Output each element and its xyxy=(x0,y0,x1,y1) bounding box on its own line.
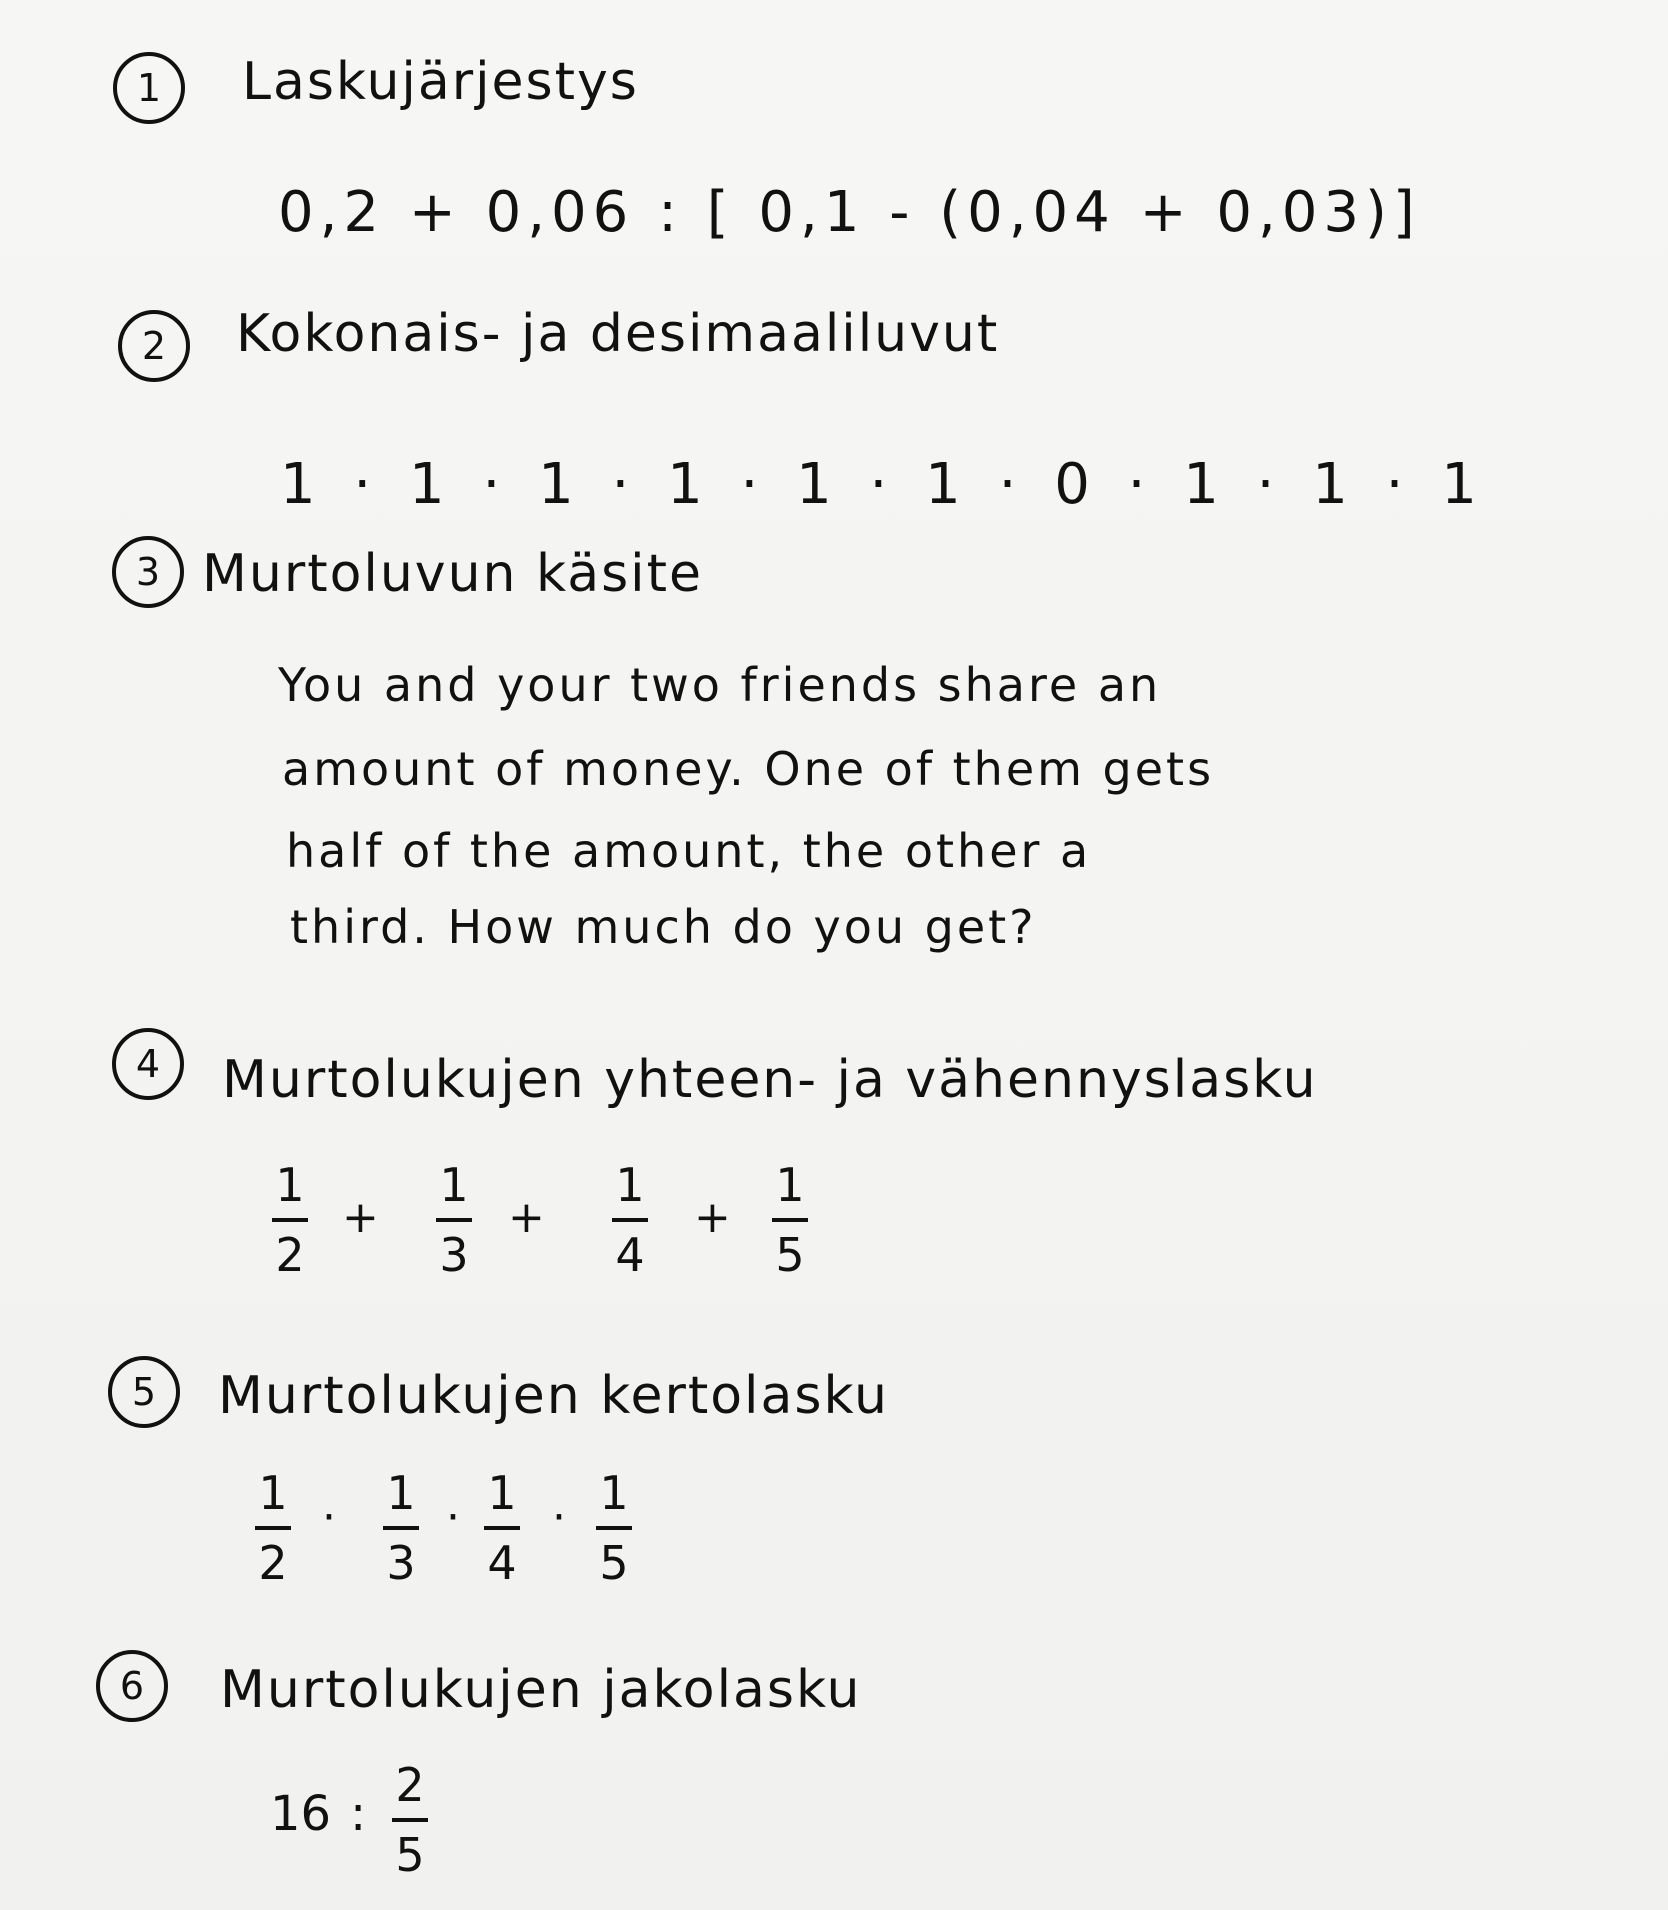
section-number-badge: 6 xyxy=(96,1650,168,1722)
section-number-badge: 4 xyxy=(112,1028,184,1100)
fraction-denominator: 5 xyxy=(395,1828,425,1882)
plus-operator: + xyxy=(342,1192,379,1243)
fraction xyxy=(484,1466,520,1590)
multiplication-expression: 1 · 1 · 1 · 1 · 1 · 1 · 0 · 1 · 1 · 1 xyxy=(280,452,1487,517)
order-of-operations-expression: 0,2 + 0,06 : [ 0,1 - (0,04 + 0,03)] xyxy=(278,180,1421,245)
fraction-denominator: 5 xyxy=(599,1536,629,1590)
fraction-denominator: 3 xyxy=(439,1228,469,1282)
fraction-denominator: 2 xyxy=(258,1536,288,1590)
fraction xyxy=(392,1758,428,1882)
multiply-operator: · xyxy=(446,1492,460,1543)
fraction-numerator: 1 xyxy=(599,1466,629,1520)
fraction xyxy=(612,1158,648,1282)
fraction-bar xyxy=(596,1526,632,1530)
fraction xyxy=(383,1466,419,1590)
word-problem-line: third. How much do you get? xyxy=(290,900,1037,954)
fraction xyxy=(596,1466,632,1590)
fraction-numerator: 1 xyxy=(439,1158,469,1212)
plus-operator: + xyxy=(694,1192,731,1243)
multiply-operator: · xyxy=(552,1492,566,1543)
fraction xyxy=(255,1466,291,1590)
fraction xyxy=(436,1158,472,1282)
fraction-numerator: 1 xyxy=(487,1466,517,1520)
section-title: Murtoluvun käsite xyxy=(202,544,704,604)
fraction-numerator: 2 xyxy=(395,1758,425,1812)
word-problem-line: half of the amount, the other a xyxy=(286,824,1092,878)
fraction-numerator: 1 xyxy=(258,1466,288,1520)
fraction-denominator: 4 xyxy=(487,1536,517,1590)
section-title: Murtolukujen jakolasku xyxy=(220,1660,862,1720)
fraction-denominator: 4 xyxy=(615,1228,645,1282)
fraction-bar xyxy=(272,1218,308,1222)
fraction-numerator: 1 xyxy=(775,1158,805,1212)
fraction-bar xyxy=(255,1526,291,1530)
fraction-bar xyxy=(392,1818,428,1822)
fraction-bar xyxy=(436,1218,472,1222)
fraction-bar xyxy=(383,1526,419,1530)
plus-operator: + xyxy=(508,1192,545,1243)
section-title: Laskujärjestys xyxy=(242,52,639,112)
fraction-numerator: 1 xyxy=(615,1158,645,1212)
fraction-numerator: 1 xyxy=(275,1158,305,1212)
multiply-operator: · xyxy=(322,1492,336,1543)
fraction-denominator: 3 xyxy=(386,1536,416,1590)
word-problem-line: amount of money. One of them gets xyxy=(282,742,1215,796)
fraction xyxy=(772,1158,808,1282)
fraction-bar xyxy=(772,1218,808,1222)
fraction-numerator: 1 xyxy=(386,1466,416,1520)
section-title: Murtolukujen yhteen- ja vähennyslasku xyxy=(222,1050,1318,1110)
fraction-denominator: 2 xyxy=(275,1228,305,1282)
section-number-badge: 2 xyxy=(118,310,190,382)
section-number-badge: 1 xyxy=(113,52,185,124)
section-title: Kokonais- ja desimaaliluvut xyxy=(236,304,1000,364)
fraction-denominator: 5 xyxy=(775,1228,805,1282)
section-title: Murtolukujen kertolasku xyxy=(218,1366,889,1426)
divide-operator: : xyxy=(350,1786,367,1842)
section-number-badge: 5 xyxy=(108,1356,180,1428)
fraction-bar xyxy=(612,1218,648,1222)
fraction xyxy=(272,1158,308,1282)
word-problem-line: You and your two friends share an xyxy=(278,658,1162,712)
whole-number: 16 xyxy=(270,1786,332,1842)
section-number-badge: 3 xyxy=(112,536,184,608)
fraction-bar xyxy=(484,1526,520,1530)
